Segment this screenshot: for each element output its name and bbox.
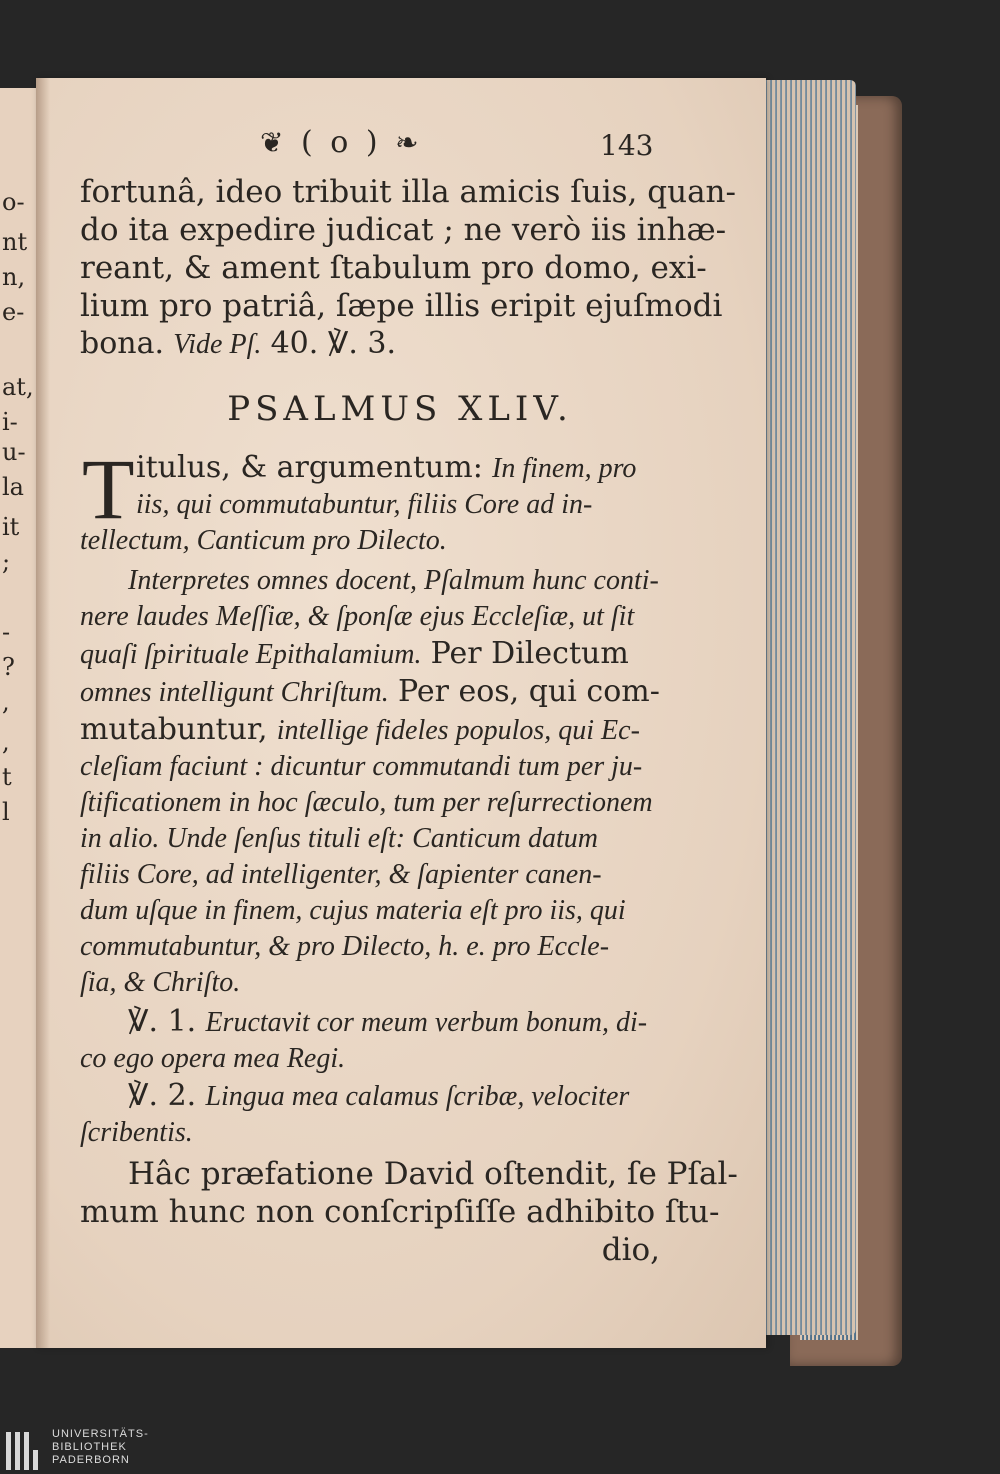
left-fragment: it: [2, 513, 20, 541]
ornament-left-icon: ❦: [260, 126, 288, 159]
left-fragment: ,: [2, 688, 10, 716]
verse-text: Eructavit cor meum verbum bonum, di-: [205, 1007, 648, 1038]
left-fragment: i-: [2, 408, 18, 436]
left-fragment: at,: [2, 373, 34, 401]
text-line: [80, 711, 720, 749]
left-fragment: ?: [2, 653, 15, 681]
left-fragment: la: [2, 473, 24, 501]
text-italic: quaſi ſpirituale Epithalamium.: [80, 639, 422, 670]
verse-1: [80, 1003, 720, 1077]
commentary-paragraph: [80, 563, 720, 1001]
text-line: iis, qui commutabuntur, filiis Core ad in-: [136, 489, 593, 520]
verse-number: ℣. 1.: [128, 1004, 197, 1039]
library-logo-icon: [6, 1432, 44, 1470]
text-line: do ita expedire judicat ; ne verò iis inhæ-: [80, 212, 727, 248]
text-roman: mutabuntur,: [80, 712, 268, 747]
running-head-text: ( o ): [301, 125, 382, 160]
left-fragment: n,: [2, 263, 26, 291]
page-fore-edge: [752, 80, 856, 1335]
text-line: nere laudes Meſſiæ, & ſponſæ ejus Eccleſiæ, ut ſit: [80, 601, 635, 632]
page-header: [80, 125, 720, 173]
text-line: Interpretes omnes docent, Pſalmum hunc conti-: [128, 565, 659, 596]
page-number: 143: [600, 129, 654, 162]
verse-number: ℣. 2.: [128, 1078, 197, 1113]
text-line: co ego opera mea Regi.: [80, 1043, 346, 1074]
ornament-right-icon: ❧: [395, 126, 423, 159]
left-fragment: ;: [2, 548, 11, 576]
text-line: reant, & ament ſtabulum pro domo, exi-: [80, 250, 707, 286]
text-line: [80, 673, 720, 711]
page-gutter-shadow: [36, 78, 50, 1348]
catchword: dio,: [601, 1232, 660, 1268]
text-line: filiis Core, ad intelligenter, & ſapienter canen-: [80, 859, 602, 890]
text-roman: Per eos, qui com-: [398, 674, 660, 709]
left-fragment: t: [2, 763, 12, 791]
text-line: commutabuntur, & pro Dilecto, h. e. pro Eccle-: [80, 931, 610, 962]
text-line: lium pro patriâ, ſæpe illis eripit ejuſmodi: [80, 288, 723, 324]
left-fragment: nt: [2, 228, 28, 256]
text-italic: intellige fideles populos, qui Ec-: [276, 715, 640, 746]
exposition-paragraph: [80, 1155, 738, 1269]
logo-line: BIBLIOTHEK: [52, 1441, 127, 1453]
title-paragraph: [80, 441, 720, 559]
text-line: in alio. Unde ſenſus tituli eſt: Canticum datum: [80, 823, 598, 854]
text-line: tellectum, Canticum pro Dilecto.: [80, 525, 447, 556]
intro-paragraph: [80, 173, 736, 363]
text-line: ſtificationem in hoc ſæculo, tum per reſurrectionem: [80, 787, 653, 818]
logo-line: UNIVERSITÄTS-: [52, 1428, 149, 1440]
verse-text: Lingua mea calamus ſcribæ, velociter: [205, 1081, 630, 1112]
text-italic: In finem, pro: [492, 453, 637, 484]
text-roman: bona.: [80, 326, 165, 361]
footer-bar: [0, 1424, 1000, 1474]
running-head: [260, 125, 423, 160]
left-fragment: l: [2, 798, 10, 826]
text-line: ſia, & Chriſto.: [80, 967, 241, 998]
text-italic: Vide Pſ.: [173, 329, 262, 360]
library-logo-text: [52, 1428, 149, 1467]
left-fragment: ,: [2, 728, 10, 756]
drop-cap: T: [82, 441, 135, 537]
text-line: Hâc præfatione David oſtendit, ſe Pſal-: [128, 1156, 738, 1192]
text-line: [80, 1077, 720, 1115]
page-text: [80, 125, 738, 1269]
psalm-heading: PSALMUS XLIV.: [227, 389, 573, 429]
text-line: ſcribentis.: [80, 1117, 193, 1148]
left-fragment: o-: [2, 188, 25, 216]
text-line: fortunâ, ideo tribuit illa amicis ſuis, quan-: [80, 174, 736, 210]
text-roman: Per Dilectum: [430, 636, 629, 671]
text-line: [80, 325, 720, 363]
left-fragment: u-: [2, 438, 26, 466]
text-line: dum uſque in finem, cujus materia eſt pro iis, qui: [80, 895, 626, 926]
text-line: [80, 1003, 720, 1041]
text-line: [80, 635, 720, 673]
verse-2: [80, 1077, 720, 1151]
text-line: mum hunc non conſcripſiſſe adhibito ſtu-: [80, 1194, 720, 1230]
left-fragment: -: [2, 618, 11, 646]
text-italic: omnes intelligunt Chriſtum.: [80, 677, 389, 708]
text-line: cleſiam faciunt : dicuntur commutandi tum per ju-: [80, 751, 643, 782]
scripture-reference: 40. ℣. 3.: [270, 326, 397, 361]
text-line: [80, 449, 720, 487]
logo-line: PADERBORN: [52, 1454, 130, 1466]
left-fragment: e-: [2, 298, 25, 326]
text-roman: itulus, & argumentum:: [136, 450, 483, 485]
